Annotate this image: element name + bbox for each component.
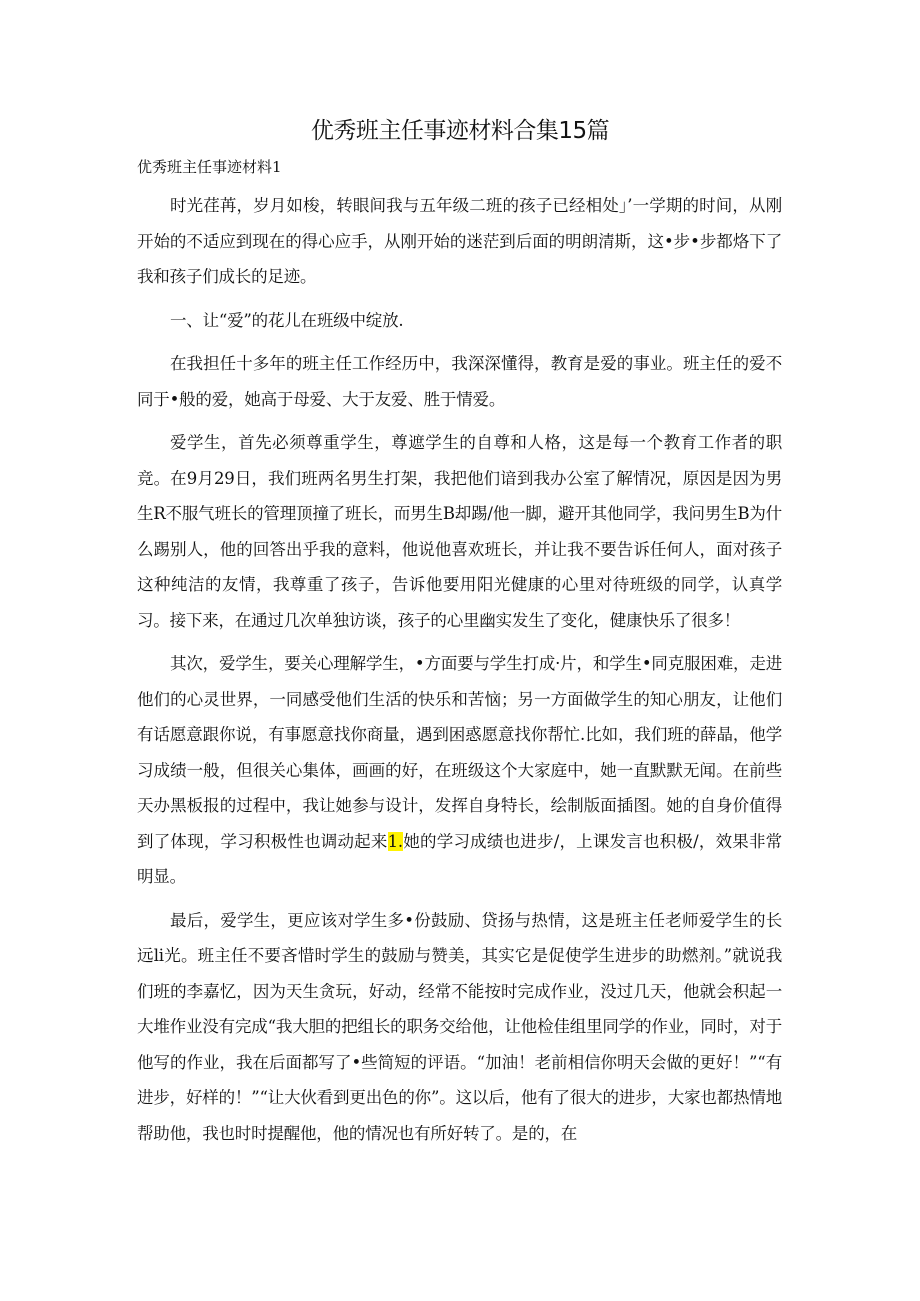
document-title: 优秀班主任事迹材料合集15篇 bbox=[310, 118, 610, 144]
section-subtitle: 优秀班主任事迹材料1 bbox=[137, 158, 282, 176]
section-heading-love: 一、让“爱”的花儿在班级中绽放. bbox=[170, 310, 404, 330]
highlighted-marker: 1. bbox=[387, 831, 403, 851]
paragraph-respect: 爱学生，首先必须尊重学生，尊遮学生的自尊和人格，这是每一个教育工作者的职竞。在9月29日，我们班两名男生打架，我把他们谙到我办公室了解情况，原因是因为男生R不服气班长的管理顶撞了班长，而男生B却踢/他一脚，避开其他同学，我问男生B为什么踢别人，他的回答出乎我的意料，他说他喜欢班长，并让我不要告诉任何人，面对孩子这种纯洁的友情，我尊重了孩子，告诉他要用阳光健康的心里对待班级的同学，认真学习。接下来，在通过几次单独访谈，孩子的心里幽实发生了变化，健康快乐了很多！ bbox=[137, 433, 782, 630]
paragraph-understand-text-end: 她的学习成绩也进步/，上课发言也积极/，效果非常明显。 bbox=[137, 831, 782, 886]
paragraph-experience: 在我担任十多年的班主任工作经历中，我深深懂得，教育是爱的事业。班主任的爱不同于•般的爱，她高于母爱、大于友爱、胜于情爱。 bbox=[137, 354, 782, 409]
paragraph-understand-text: 其次，爱学生，要关心理解学生，•方面要与学生打成·片，和学生•同克服困难，走进他们的心灵世界，一同感受他们生活的快乐和苦恼；另一方面做学生的知心朋友，让他们有话愿意跟你说，有事愿意找你商量，遇到困惑愿意找你帮忙.比如，我们班的薛晶，他学习成绩一般，但很关心集体，画画的好，在班级这个大家庭中，她一直默默无闻。在前些天办黑板报的过程中，我让她参与设计，发挥自身特长，绘制版面插图。她的自身价值得到了体现，学习积极性也调动起来 bbox=[137, 654, 782, 851]
paragraph-intro: 时光荏苒，岁月如梭，转眼间我与五年级二班的孩子已经相处」’一学期的时间，从刚开始的不适应到现在的得心应手，从刚开始的迷茫到后面的明朗清斯，这•步•步都烙下了我和孩子们成长的足迹。 bbox=[137, 196, 782, 286]
paragraph-understand bbox=[137, 646, 782, 895]
document-body bbox=[137, 188, 782, 1159]
paragraph-encourage: 最后，爱学生，更应该对学生多•份鼓励、贷扬与热情，这是班主任老师爱学生的长远li光。班主任不要吝惜时学生的鼓励与赞美，其实它是促使学生进步的助燃剂。”就说我们班的李嘉忆，因为天生贪玩，好动，经常不能按时完成作业，没过几天，他就会积起一大堆作业没有完成“我大胆的把组长的职务交给他，让他检佳组里同学的作业，同时，对于他写的作业，我在后面都写了•些简短的评语。“加油！老前相信你明天会做的更好！”“有进步，好样的！”“让大伙看到更出色的你”。这以后，他有了很大的进步，大家也都热情地帮助他，我也时时提醒他，他的情况也有所好转了。是的，在 bbox=[137, 910, 782, 1143]
